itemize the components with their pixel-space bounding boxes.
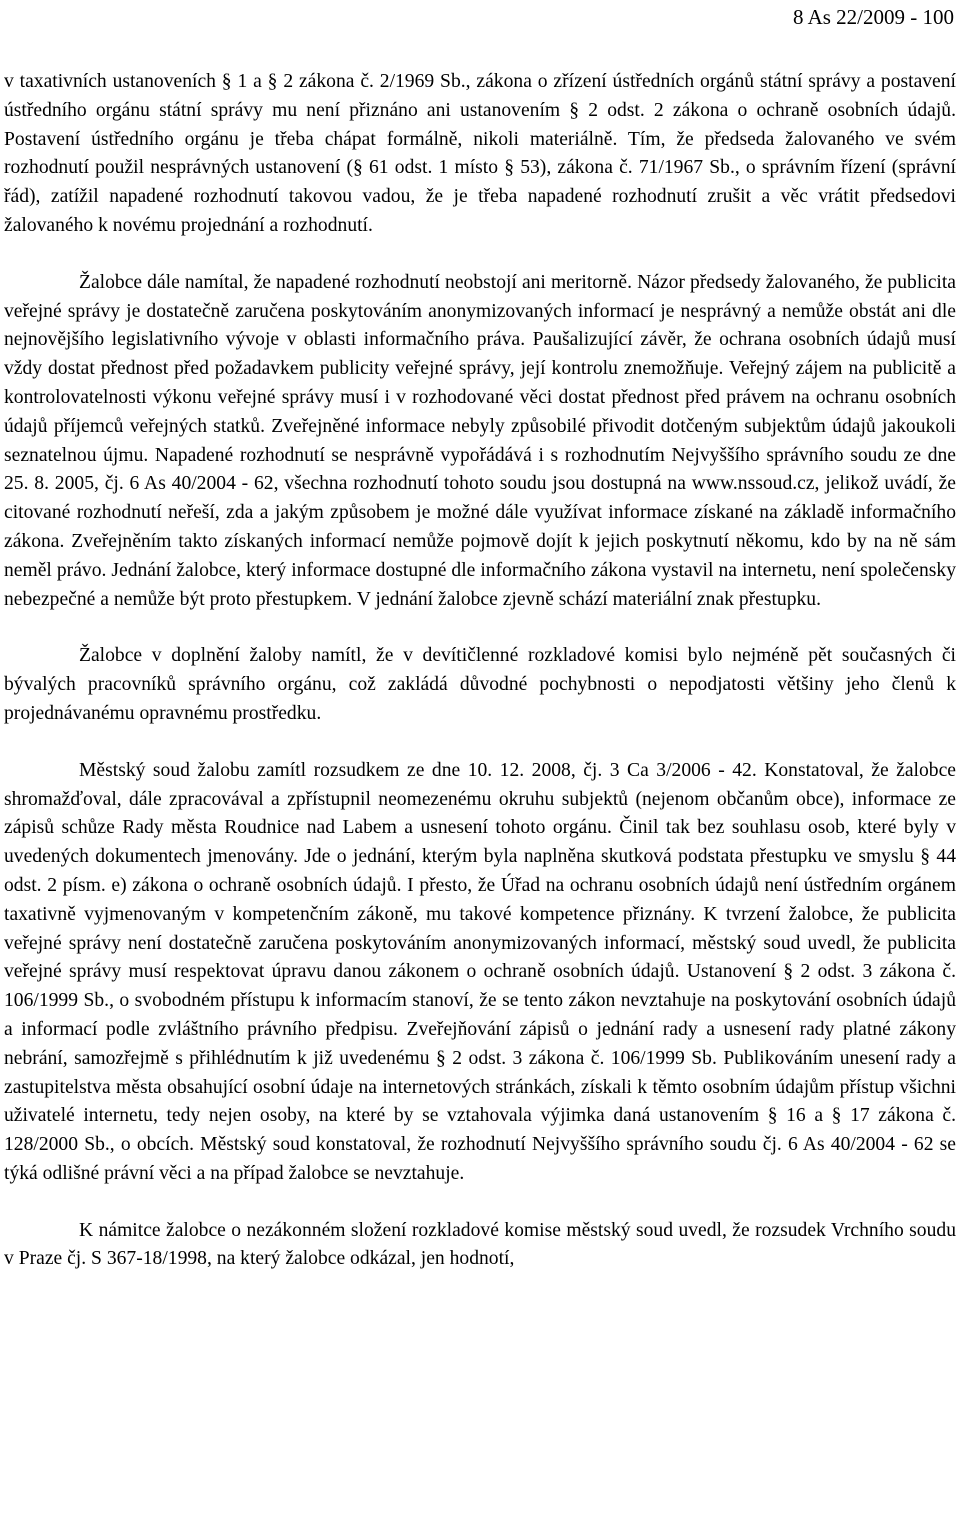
- paragraph-gap: [4, 241, 956, 269]
- document-body: [4, 68, 956, 1274]
- paragraph-gap: [4, 1189, 956, 1217]
- paragraph-commission-composition: K námitce žalobce o nezákonném složení rozkladové komise městský soud uvedl, že rozsudek Vrchního soudu v Praze čj. S 367-18/1998, na který žalobce odkázal, jen hodnotí,: [4, 1219, 956, 1270]
- case-number-header: 8 As 22/2009 - 100: [792, 5, 954, 29]
- paragraph-gap: [4, 614, 956, 642]
- paragraph-continuation: v taxativních ustanoveních § 1 a § 2 zákona č. 2/1969 Sb., zákona o zřízení ústředních orgánů státní správy a postavení ústředního orgánu státní správy mu není přiznáno ani ustanovením § 2 odst. 2 zákona o ochraně osobních údajů. Postavení ústředního orgánu je třeba chápat formálně, nikoli materiálně. Tím, že předseda žalovaného ve svém rozhodnutí použil nesprávných ustanovení (§ 61 odst. 1 místo § 53), zákona č. 71/1967 Sb., o správním řízení (správní řád), zatížil napadené rozhodnutí takovou vadou, že je třeba napadené rozhodnutí zrušit a věc vrátit předsedovi žalovaného k novému projednání a rozhodnutí.: [4, 71, 956, 236]
- paragraph-merits-objection: Žalobce dále namítal, že napadené rozhodnutí neobstojí ani meritorně. Názor předsedy žalovaného, že publicita veřejné správy je dostatečně zaručena poskytováním anonymizovaných informací je nesprávný a nemůže obstát ani dle nejnovějšího legislativního vývoje v oblasti informačního práva. Paušalizující závěr, že ochrana osobních údajů musí vždy dostat přednost před požadavkem publicity veřejné správy, její kontrolu znemožňuje. Veřejný zájem na publicitě a kontrolovatelnosti výkonu veřejné správy musí i v rozhodované věci dostat přednost před právem na ochranu osobních údajů příjemců veřejných statků. Zveřejněné informace nebyly způsobilé přivodit dotčeným subjektům údajů jakoukoli seznatelnou újmu. Napadené rozhodnutí se nesprávně vypořádává i s rozhodnutím Nejvyššího správního soudu ze dne 25. 8. 2005, čj. 6 As 40/2004 - 62, všechna rozhodnutí tohoto soudu jsou dostupná na www.nssoud.cz, jelikož uvádí, že citované rozhodnutí neřeší, zda a jakým způsobem je možné dále využívat informace získané na základě informačního zákona. Zveřejněním takto získaných informací nemůže pojmově dojít k jejich poskytnutí někomu, kdo by na ně sám neměl právo. Jednání žalobce, který informace dostupné dle informačního zákona vystavil na internetu, není společensky nebezpečné a nemůže být proto přestupkem. V jednání žalobce zjevně schází materiální znak přestupku.: [4, 271, 956, 610]
- paragraph-municipal-court-ruling: Městský soud žalobu zamítl rozsudkem ze dne 10. 12. 2008, čj. 3 Ca 3/2006 - 42. Konstatoval, že žalobce shromažďoval, dále zpracovával a zpřístupnil neomezenému okruhu subjektů (nejenom občanům obce), informace ze zápisů schůze Rady města Roudnice nad Labem a usnesení tohoto orgánu. Činil tak bez souhlasu osob, které byly v uvedených dokumentech jmenovány. Jde o jednání, kterým byla naplněna skutková podstata přestupku ve smyslu § 44 odst. 2 písm. e) zákona o ochraně osobních údajů. I přesto, že Úřad na ochranu osobních údajů není ústředním orgánem taxativně vyjmenovaným v kompetenčním zákoně, mu takové kompetence přiznány. K tvrzení žalobce, že publicita veřejné správy není dostatečně zaručena poskytováním anonymizovaných informací, městský soud uvedl, že publicita veřejné správy musí respektovat úpravu danou zákonem o ochraně osobních údajů. Ustanovení § 2 odst. 3 zákona č. 106/1999 Sb., o svobodném přístupu k informacím stanoví, že se tento zákon nevztahuje na poskytování osobních údajů a informací podle zvláštního právního předpisu. Zveřejňování zápisů o jednání rady a usnesení rady platné zákony nebrání, samozřejmě s přihlédnutím k již uvedenému § 2 odst. 3 zákona č. 106/1999 Sb. Publikováním unesení rady a zastupitelstva města obsahující osobní údaje na internetových stránkách, získali k těmto osobním údajům přístup všichni uživatelé internetu, tedy nejen osoby, na které by se vztahovala výjimka daná ustanovením § 16 a § 17 zákona č. 128/2000 Sb., o obcích. Městský soud konstatoval, že rozhodnutí Nejvyššího správního soudu čj. 6 As 40/2004 - 62 se týká odlišné právní věci a na případ žalobce se nevztahuje.: [4, 759, 956, 1184]
- paragraph-commission-objection: Žalobce v doplnění žaloby namítl, že v devítičlenné rozkladové komisi bylo nejméně pět současných či bývalých pracovníků správního orgánu, což zakládá důvodné pochybnosti o nepodjatosti většiny jeho členů k projednávanému opravnému prostředku.: [4, 645, 956, 724]
- paragraph-gap: [4, 729, 956, 757]
